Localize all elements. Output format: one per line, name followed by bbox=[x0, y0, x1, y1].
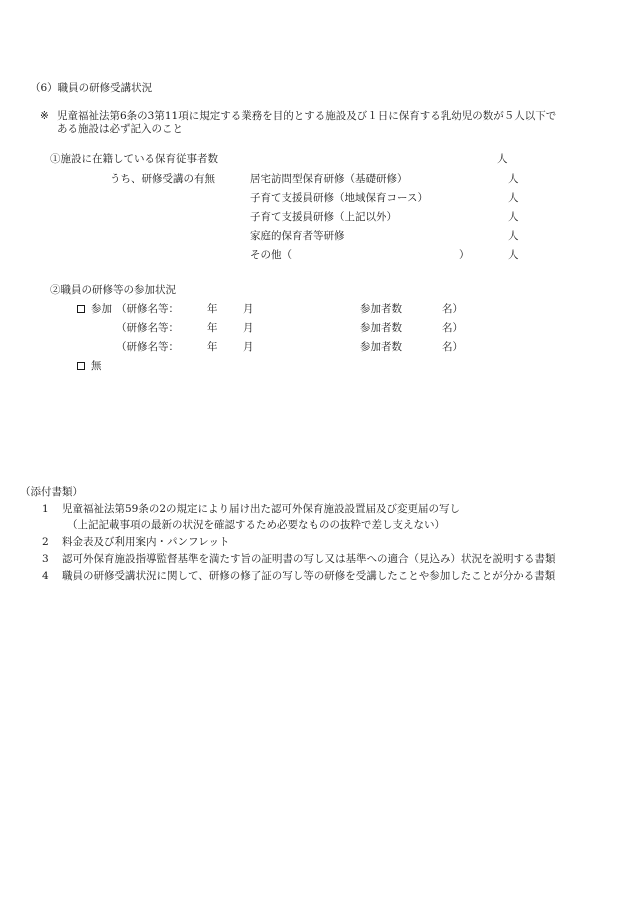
training-other-close: ） bbox=[459, 249, 470, 261]
training-name-label: （研修名等： bbox=[116, 322, 179, 334]
attachment-number: 3 bbox=[42, 553, 49, 565]
participant-count-label: 参加者数 bbox=[360, 341, 402, 353]
training-name-label: （研修名等： bbox=[116, 341, 179, 353]
attachment-number: 1 bbox=[42, 503, 49, 515]
participant-count-unit: 名） bbox=[442, 341, 463, 353]
attachment-text: 認可外保育施設指導監督基準を満たす旨の証明書の写し又は基準への適合（見込み）状況を説明する書類 bbox=[62, 553, 556, 565]
training-year-label: 年 bbox=[207, 341, 218, 353]
q1-sub-label: うち、研修受講の有無 bbox=[110, 173, 215, 185]
attachment-number: 4 bbox=[42, 570, 49, 582]
participant-count-unit: 名） bbox=[442, 322, 463, 334]
training-month-label: 月 bbox=[243, 341, 254, 353]
training-item-unit: 人 bbox=[508, 192, 519, 204]
training-item-label: 家庭的保育者等研修 bbox=[250, 230, 345, 242]
training-year-label: 年 bbox=[207, 322, 218, 334]
q2-label: ②職員の研修等の参加状況 bbox=[50, 284, 176, 296]
training-month-label: 月 bbox=[243, 322, 254, 334]
q1-label: ①施設に在籍している保育従事者数 bbox=[50, 153, 218, 165]
attachment-subtext: （上記記載事項の最新の状況を確認するため必要なものの抜粋で差し支えない） bbox=[67, 519, 445, 531]
training-month-label: 月 bbox=[243, 303, 254, 315]
checkbox-participate[interactable] bbox=[77, 305, 85, 313]
attachments-title: （添付書類） bbox=[20, 486, 83, 498]
checkbox-none[interactable] bbox=[77, 362, 85, 370]
training-item-unit: 人 bbox=[508, 173, 519, 185]
participant-count-unit: 名） bbox=[442, 303, 463, 315]
training-year-label: 年 bbox=[207, 303, 218, 315]
note-line-1: 児童福祉法第6条の3第11項に規定する業務を目的とする施設及び１日に保育する乳幼児の数が５人以下で bbox=[57, 110, 557, 122]
training-name-label: （研修名等： bbox=[116, 303, 179, 315]
note-mark: ※ bbox=[40, 110, 49, 122]
attachment-text: 児童福祉法第59条の2の規定により届け出た認可外保育施設設置届及び変更届の写し bbox=[62, 503, 461, 515]
attachment-text: 料金表及び利用案内・パンフレット bbox=[62, 536, 230, 548]
attachment-text: 職員の研修受講状況に関して、研修の修了証の写し等の研修を受講したことや参加したことが分かる書類 bbox=[62, 570, 556, 582]
training-other-unit: 人 bbox=[508, 249, 519, 261]
training-item-unit: 人 bbox=[508, 211, 519, 223]
note-line-2: ある施設は必ず記入のこと bbox=[57, 123, 183, 135]
q1-unit: 人 bbox=[497, 153, 508, 165]
attachment-number: 2 bbox=[42, 536, 49, 548]
none-option[interactable] bbox=[77, 360, 102, 373]
training-item-unit: 人 bbox=[508, 230, 519, 242]
training-item-label: 子育て支援員研修（上記以外） bbox=[250, 211, 397, 223]
training-item-label: 子育て支援員研修（地域保育コース） bbox=[250, 192, 428, 204]
none-label: 無 bbox=[91, 360, 102, 372]
participate-option[interactable] bbox=[77, 303, 112, 316]
training-other-open: その他（ bbox=[250, 249, 292, 261]
section-title: （6）職員の研修受講状況 bbox=[30, 82, 153, 94]
training-item-label: 居宅訪問型保育研修（基礎研修） bbox=[250, 173, 408, 185]
participant-count-label: 参加者数 bbox=[360, 322, 402, 334]
participate-label: 参加 bbox=[91, 303, 112, 315]
participant-count-label: 参加者数 bbox=[360, 303, 402, 315]
